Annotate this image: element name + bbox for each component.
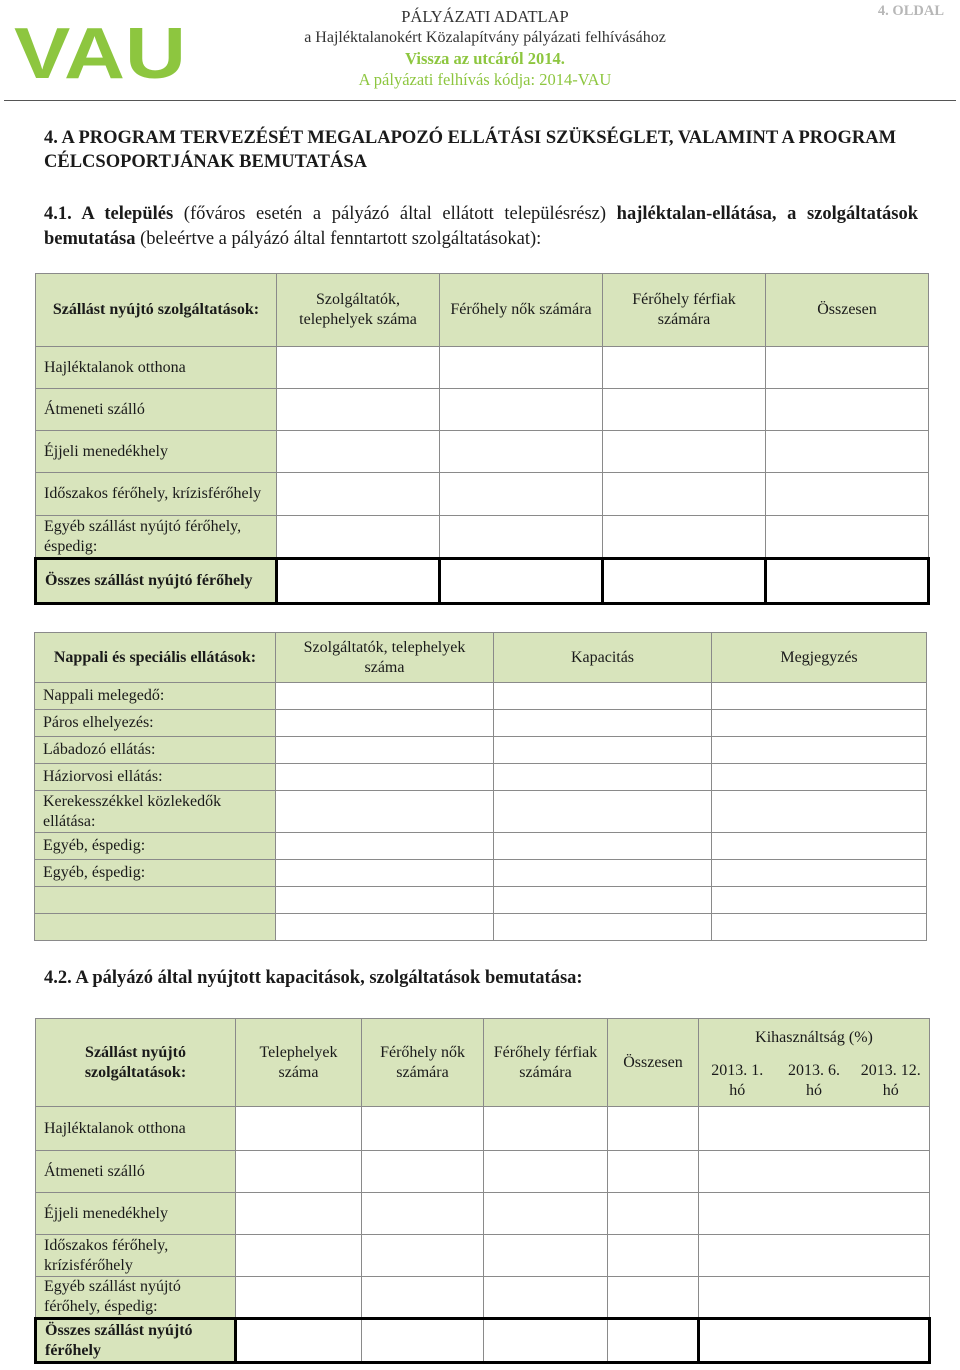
input-cell[interactable] <box>603 389 766 431</box>
input-cell[interactable] <box>712 737 927 764</box>
row-label: Összes szállást nyújtó férőhely <box>36 559 277 604</box>
column-header: Összesen <box>766 274 929 347</box>
section-title: 4. A PROGRAM TERVEZÉSÉT MEGALAPOZÓ ELLÁTÁSI SZÜKSÉGLET, VALAMINT A PROGRAM CÉLCSOPORTJÁNAK BEMUTATÁSA <box>44 128 897 172</box>
table-row <box>36 389 929 431</box>
utilization-period: 2013. 6. hó <box>776 1057 853 1107</box>
input-cell[interactable] <box>484 1235 608 1277</box>
input-cell[interactable] <box>277 473 440 516</box>
input-cell[interactable] <box>494 683 712 710</box>
svg-text:VAU: VAU <box>14 26 186 80</box>
table-row <box>35 764 927 791</box>
day-services-table <box>34 632 927 941</box>
input-cell[interactable] <box>766 516 929 559</box>
header-text <box>250 6 720 90</box>
table-row <box>35 737 927 764</box>
input-cell[interactable] <box>276 710 494 737</box>
program-code: A pályázati felhívás kódja: 2014-VAU <box>358 70 612 89</box>
table-row <box>36 1235 930 1277</box>
row-label: Páros elhelyezés: <box>35 710 276 737</box>
input-cell[interactable] <box>277 431 440 473</box>
vau-logo <box>14 26 189 80</box>
input-cell[interactable] <box>362 1235 484 1277</box>
table-row <box>35 833 927 860</box>
input-cell[interactable] <box>362 1107 484 1151</box>
column-header: Nappali és speciális ellátások: <box>35 633 276 683</box>
input-cell[interactable] <box>277 389 440 431</box>
table-total-row <box>36 1319 930 1363</box>
input-cell[interactable] <box>276 833 494 860</box>
column-header: Férőhely nők számára <box>362 1019 484 1107</box>
table-row <box>36 1107 930 1151</box>
utilization-period: 2013. 1. hó <box>699 1057 776 1107</box>
input-cell[interactable] <box>712 791 927 833</box>
form-title: PÁLYÁZATI ADATLAP <box>401 7 569 26</box>
input-cell[interactable] <box>362 1151 484 1193</box>
row-label: Egyéb, éspedig: <box>35 860 276 887</box>
column-header: Megjegyzés <box>712 633 927 683</box>
row-label: Éjjeli menedékhely <box>36 431 277 473</box>
input-cell[interactable] <box>494 833 712 860</box>
input-cell[interactable] <box>494 710 712 737</box>
paragraph-bold-2: hajléktalan-ellátása, a szolgáltatások bemutatása <box>44 204 918 249</box>
input-cell[interactable] <box>603 516 766 559</box>
column-header: Férőhely nők számára <box>440 274 603 347</box>
input-cell[interactable] <box>603 473 766 516</box>
table-row <box>35 683 927 710</box>
row-label: Éjjeli menedékhely <box>36 1193 236 1235</box>
table-total-row <box>36 559 929 604</box>
input-cell[interactable] <box>494 887 712 914</box>
table-row <box>35 710 927 737</box>
table-row <box>36 1151 930 1193</box>
paragraph-plain-1: (főváros esetén a pályázó által ellátott településrész) <box>173 204 617 224</box>
section-paragraph <box>44 202 918 252</box>
header-divider <box>4 100 956 101</box>
column-header: Szállást nyújtó szolgáltatások: <box>36 274 277 347</box>
input-cell[interactable] <box>277 559 440 604</box>
input-cell[interactable] <box>440 431 603 473</box>
column-header: Kapacitás <box>494 633 712 683</box>
input-cell[interactable] <box>608 1107 699 1151</box>
input-cell[interactable] <box>712 914 927 941</box>
input-cell[interactable] <box>608 1151 699 1193</box>
input-cell[interactable] <box>494 791 712 833</box>
input-cell[interactable] <box>277 516 440 559</box>
input-cell[interactable] <box>712 887 927 914</box>
program-name: Vissza az utcáról 2014. <box>405 49 565 68</box>
input-cell[interactable] <box>712 860 927 887</box>
input-cell[interactable] <box>277 347 440 389</box>
input-cell[interactable] <box>494 914 712 941</box>
paragraph-bold-1: 4.1. A település <box>44 204 174 224</box>
input-cell[interactable] <box>699 1277 930 1319</box>
shelter-services-table <box>34 273 930 605</box>
input-cell[interactable] <box>603 347 766 389</box>
column-header: Telephelyek száma <box>236 1019 362 1107</box>
input-cell[interactable] <box>236 1193 362 1235</box>
column-header: Szolgáltatók, telephelyek száma <box>277 274 440 347</box>
table-row <box>36 431 929 473</box>
page-number: 4. OLDAL <box>877 3 944 19</box>
paragraph-plain-2: (beleértve a pályázó által fenntartott szolgáltatásokat): <box>135 229 542 249</box>
row-label: Háziorvosi ellátás: <box>35 764 276 791</box>
row-label: Hajléktalanok otthona <box>36 1107 236 1151</box>
input-cell[interactable] <box>766 389 929 431</box>
column-header: Szállást nyújtó szolgáltatások: <box>36 1019 236 1107</box>
input-cell[interactable] <box>699 1151 930 1193</box>
input-cell[interactable] <box>236 1235 362 1277</box>
table-row <box>36 473 929 516</box>
row-label: Összes szállást nyújtó férőhely <box>36 1319 236 1363</box>
input-cell[interactable] <box>236 1319 362 1363</box>
input-cell[interactable] <box>712 683 927 710</box>
input-cell[interactable] <box>440 473 603 516</box>
input-cell[interactable] <box>766 559 929 604</box>
input-cell[interactable] <box>484 1319 608 1363</box>
table-row <box>35 860 927 887</box>
column-header: Férőhely férfiak számára <box>484 1019 608 1107</box>
input-cell[interactable] <box>276 791 494 833</box>
input-cell[interactable] <box>494 764 712 791</box>
input-cell[interactable] <box>699 1319 930 1363</box>
input-cell[interactable] <box>766 473 929 516</box>
table-row <box>36 1277 930 1319</box>
table-row <box>35 914 927 941</box>
row-label: Nappali melegedő: <box>35 683 276 710</box>
input-cell[interactable] <box>766 431 929 473</box>
table-row <box>36 516 929 559</box>
input-cell[interactable] <box>276 914 494 941</box>
input-cell[interactable] <box>236 1107 362 1151</box>
row-label: Egyéb szállást nyújtó férőhely, éspedig: <box>36 516 277 559</box>
input-cell[interactable] <box>276 860 494 887</box>
input-cell[interactable] <box>699 1193 930 1235</box>
table-row <box>35 791 927 833</box>
input-cell[interactable] <box>712 764 927 791</box>
column-header: Szolgáltatók, telephelyek száma <box>276 633 494 683</box>
form-subtitle: a Hajléktalanokért Közalapítvány pályázati felhívásához <box>304 29 666 46</box>
column-header: Férőhely férfiak számára <box>603 274 766 347</box>
input-cell[interactable] <box>766 347 929 389</box>
input-cell[interactable] <box>484 1151 608 1193</box>
table-row <box>36 1193 930 1235</box>
input-cell[interactable] <box>484 1193 608 1235</box>
table-row <box>36 347 929 389</box>
utilization-period: 2013. 12. hó <box>853 1057 930 1107</box>
input-cell[interactable] <box>440 559 603 604</box>
row-label: Időszakos férőhely, krízisférőhely <box>36 1235 236 1277</box>
input-cell[interactable] <box>362 1319 484 1363</box>
input-cell[interactable] <box>440 389 603 431</box>
input-cell[interactable] <box>236 1151 362 1193</box>
input-cell[interactable] <box>699 1107 930 1151</box>
input-cell[interactable] <box>276 683 494 710</box>
row-label: Időszakos férőhely, krízisférőhely <box>36 473 277 516</box>
row-label: Egyéb, éspedig: <box>35 833 276 860</box>
input-cell[interactable] <box>603 431 766 473</box>
input-cell[interactable] <box>362 1277 484 1319</box>
input-cell[interactable] <box>608 1319 699 1363</box>
row-label: Lábadozó ellátás: <box>35 737 276 764</box>
utilization-header: Kihasználtság (%) <box>699 1019 930 1057</box>
input-cell[interactable] <box>608 1193 699 1235</box>
input-cell[interactable] <box>276 737 494 764</box>
row-label: Átmeneti szálló <box>36 389 277 431</box>
input-cell[interactable] <box>603 559 766 604</box>
table-row <box>35 887 927 914</box>
input-cell[interactable] <box>712 710 927 737</box>
input-cell[interactable] <box>494 737 712 764</box>
input-cell[interactable] <box>712 833 927 860</box>
input-cell[interactable] <box>440 347 603 389</box>
row-label: Kerekesszékkel közlekedők ellátása: <box>35 791 276 833</box>
input-cell[interactable] <box>608 1277 699 1319</box>
row-label: Egyéb szállást nyújtó férőhely, éspedig: <box>36 1277 236 1319</box>
input-cell[interactable] <box>362 1193 484 1235</box>
capacity-table <box>34 1018 931 1364</box>
input-cell[interactable] <box>440 516 603 559</box>
row-label: Átmeneti szálló <box>36 1151 236 1193</box>
input-cell[interactable] <box>276 887 494 914</box>
row-label <box>35 914 276 941</box>
input-cell[interactable] <box>494 860 712 887</box>
input-cell[interactable] <box>484 1107 608 1151</box>
input-cell[interactable] <box>484 1277 608 1319</box>
input-cell[interactable] <box>608 1235 699 1277</box>
row-label: Hajléktalanok otthona <box>36 347 277 389</box>
input-cell[interactable] <box>699 1235 930 1277</box>
subsection-title: 4.2. A pályázó által nyújtott kapacitások, szolgáltatások bemutatása: <box>44 968 583 988</box>
input-cell[interactable] <box>236 1277 362 1319</box>
column-header: Összesen <box>608 1019 699 1107</box>
row-label <box>35 887 276 914</box>
input-cell[interactable] <box>276 764 494 791</box>
